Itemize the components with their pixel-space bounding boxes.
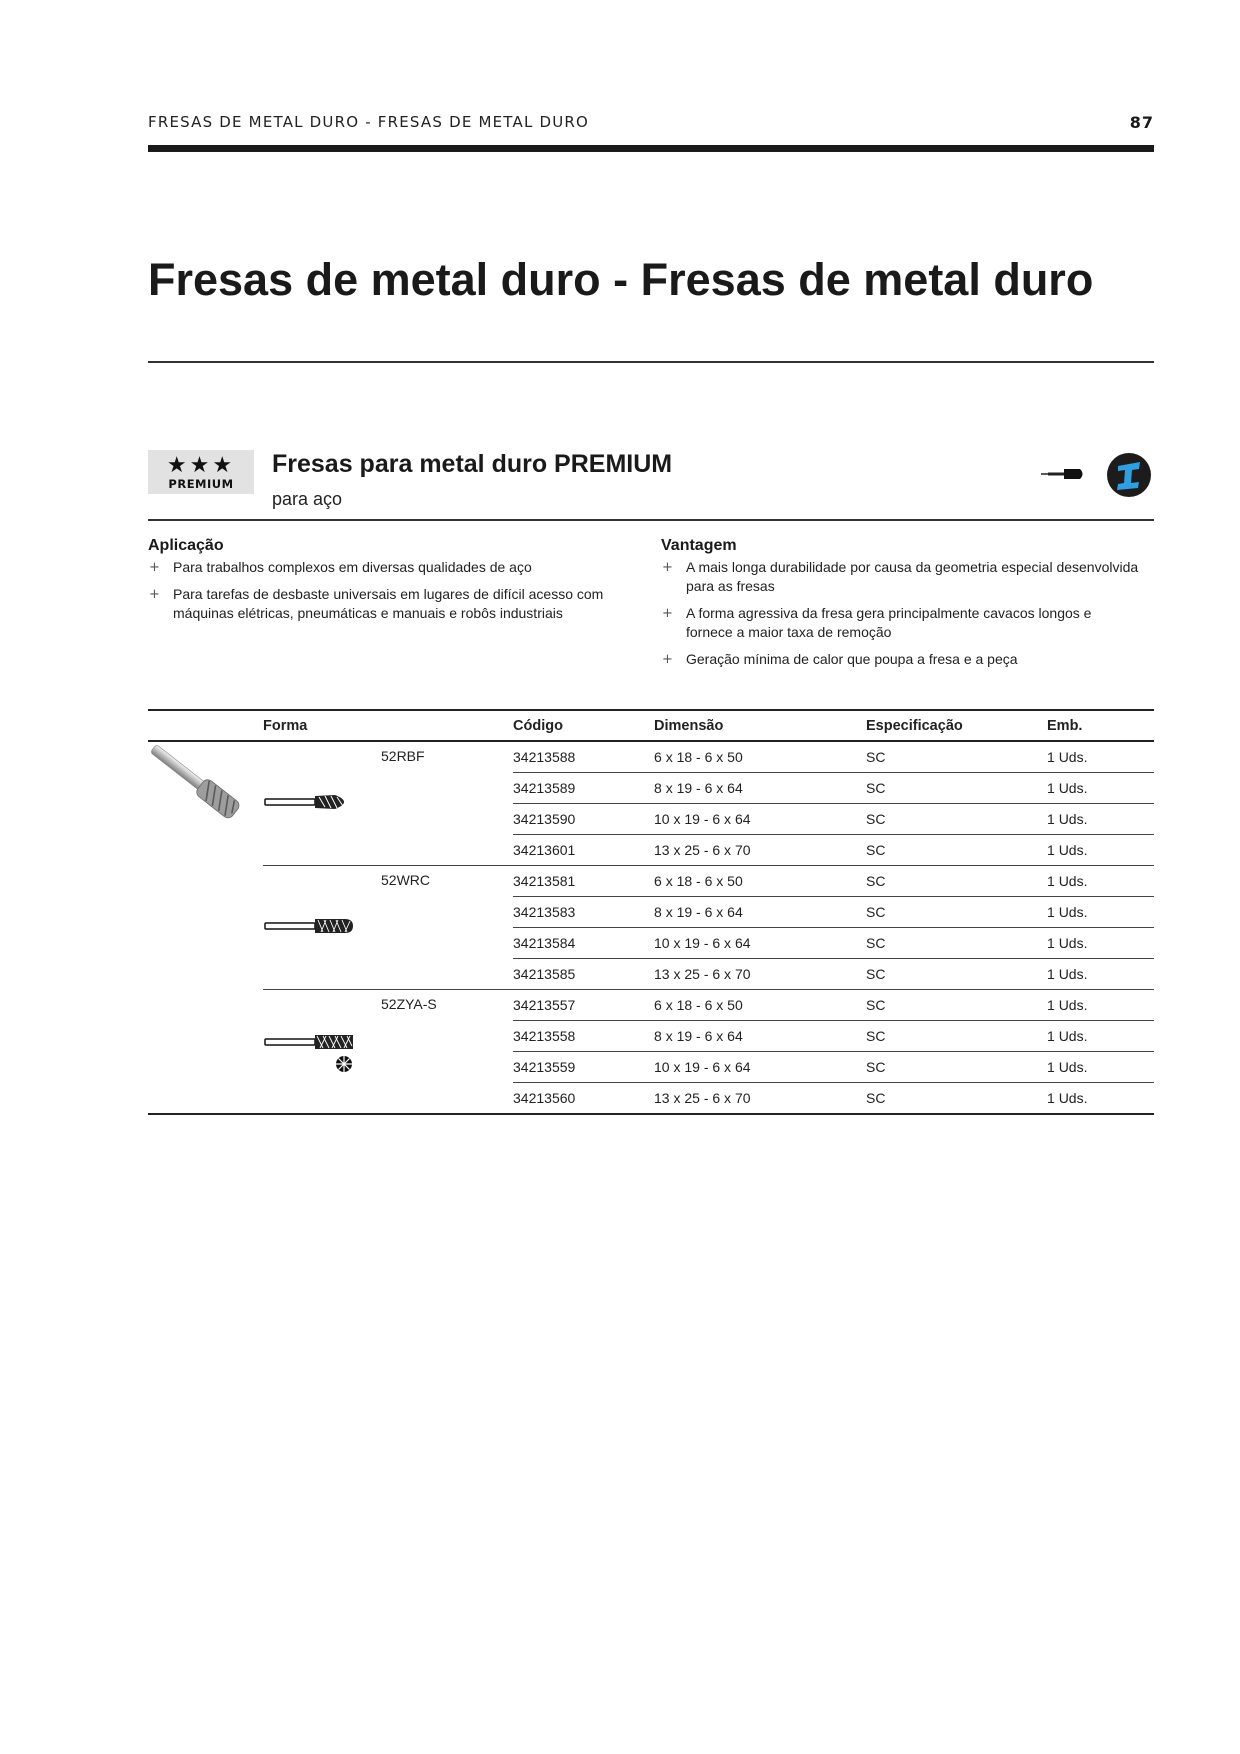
especificacao-cell: SC (866, 1059, 886, 1075)
application-heading: Aplicação (148, 537, 224, 554)
emb-cell: 1 Uds. (1047, 749, 1088, 765)
emb-cell: 1 Uds. (1047, 780, 1088, 796)
cylindrical-radius-end-burr-icon (263, 914, 355, 938)
codigo-cell: 34213584 (513, 935, 576, 951)
table-row (148, 990, 1154, 1021)
codigo-cell: 34213601 (513, 842, 576, 858)
especificacao-cell: SC (866, 811, 886, 827)
emb-cell: 1 Uds. (1047, 1028, 1088, 1044)
especificacao-cell: SC (866, 1090, 886, 1106)
especificacao-cell: SC (866, 1028, 886, 1044)
application-list (148, 558, 628, 631)
col-header-forma: Forma (263, 717, 308, 734)
burr-product-photo (148, 744, 258, 844)
table-row (148, 866, 1154, 897)
dimensao-cell: 13 x 25 - 6 x 70 (654, 1090, 751, 1106)
product-subtitle: para aço (272, 489, 343, 509)
table-row (148, 741, 1154, 773)
dimensao-cell: 10 x 19 - 6 x 64 (654, 1059, 751, 1075)
col-header-emb: Emb. (1047, 717, 1083, 734)
running-title: FRESAS DE METAL DURO - FRESAS DE METAL DURO (148, 113, 590, 131)
col-header-especificacao: Especificação (866, 717, 963, 734)
plus-icon: + (149, 560, 160, 575)
codigo-cell: 34213590 (513, 811, 576, 827)
table-header-row (148, 710, 1154, 741)
product-photo-cell (148, 741, 263, 1114)
codigo-cell: 34213557 (513, 997, 576, 1013)
codigo-cell: 34213588 (513, 749, 576, 765)
emb-cell: 1 Uds. (1047, 966, 1088, 982)
plus-icon: + (149, 587, 160, 602)
dimensao-cell: 10 x 19 - 6 x 64 (654, 811, 751, 827)
list-item: + Geração mínima de calor que poupa a fresa e a peça (662, 651, 1018, 667)
stars-icon: ★★★ (166, 453, 236, 478)
shape-illustration-cell (263, 741, 381, 866)
codigo-cell: 34213585 (513, 966, 576, 982)
codigo-cell: 34213583 (513, 904, 576, 920)
product-title: Fresas para metal duro PREMIUM (272, 450, 673, 478)
ball-nosed-tree-burr-icon (263, 790, 355, 814)
especificacao-cell: SC (866, 966, 886, 982)
especificacao-cell: SC (866, 904, 886, 920)
advantage-heading: Vantagem (661, 537, 737, 554)
premium-label: PREMIUM (168, 477, 234, 491)
shape-code: 52ZYA-S (381, 996, 437, 1012)
emb-cell: 1 Uds. (1047, 842, 1088, 858)
dimensao-cell: 13 x 25 - 6 x 70 (654, 966, 751, 982)
page-title: Fresas de metal duro - Fresas de metal duro (148, 254, 1094, 305)
dimensao-cell: 6 x 18 - 6 x 50 (654, 873, 743, 889)
section-divider (148, 519, 1154, 521)
running-header (148, 112, 1154, 132)
especificacao-cell: SC (866, 935, 886, 951)
plus-icon: + (662, 606, 673, 621)
emb-cell: 1 Uds. (1047, 904, 1088, 920)
codigo-cell: 34213558 (513, 1028, 576, 1044)
list-item: + Para tarefas de desbaste universais em lugares de difícil acesso com máquinas elétricas, pneumáticas e manuais e robôs industriais (149, 586, 604, 621)
especificacao-cell: SC (866, 997, 886, 1013)
especificacao-cell: SC (866, 749, 886, 765)
col-header-codigo: Código (513, 717, 563, 734)
dimensao-cell: 6 x 18 - 6 x 50 (654, 997, 743, 1013)
page-number: 87 (1129, 112, 1154, 132)
header-rule (148, 145, 1154, 152)
dimensao-cell: 10 x 19 - 6 x 64 (654, 935, 751, 951)
especificacao-cell: SC (866, 780, 886, 796)
emb-cell: 1 Uds. (1047, 811, 1088, 827)
codigo-cell: 34213559 (513, 1059, 576, 1075)
dimensao-cell: 8 x 19 - 6 x 64 (654, 904, 743, 920)
dimensao-cell: 8 x 19 - 6 x 64 (654, 780, 743, 796)
dimensao-cell: 6 x 18 - 6 x 50 (654, 749, 743, 765)
shape-illustration-cell (263, 866, 381, 990)
emb-cell: 1 Uds. (1047, 1059, 1088, 1075)
shape-illustration-cell (263, 990, 381, 1115)
title-divider (148, 361, 1154, 363)
codigo-cell: 34213581 (513, 873, 576, 889)
emb-cell: 1 Uds. (1047, 1090, 1088, 1106)
emb-cell: 1 Uds. (1047, 935, 1088, 951)
list-item: + A forma agressiva da fresa gera principalmente cavacos longos e fornece a maior taxa de remoção (662, 605, 1092, 640)
plus-icon: + (662, 560, 673, 575)
shape-code: 52WRC (381, 872, 431, 888)
codigo-cell: 34213589 (513, 780, 576, 796)
fast-cutting-logo-icon (1106, 452, 1152, 498)
cylindrical-end-cut-burr-icon (263, 1026, 355, 1074)
plus-icon: + (662, 652, 673, 667)
rotary-burr-tool-icon (1040, 464, 1086, 484)
codigo-cell: 34213560 (513, 1090, 576, 1106)
dimensao-cell: 8 x 19 - 6 x 64 (654, 1028, 743, 1044)
especificacao-cell: SC (866, 842, 886, 858)
list-item: + Para trabalhos complexos em diversas qualidades de aço (149, 559, 532, 575)
premium-badge (148, 450, 254, 494)
advantage-list (661, 558, 1141, 677)
especificacao-cell: SC (866, 873, 886, 889)
emb-cell: 1 Uds. (1047, 873, 1088, 889)
emb-cell: 1 Uds. (1047, 997, 1088, 1013)
shape-code: 52RBF (381, 748, 425, 764)
dimensao-cell: 13 x 25 - 6 x 70 (654, 842, 751, 858)
col-header-dimensao: Dimensão (654, 717, 724, 734)
product-table (148, 709, 1154, 1115)
list-item: + A mais longa durabilidade por causa da geometria especial desenvolvida para as fresas (662, 559, 1139, 594)
